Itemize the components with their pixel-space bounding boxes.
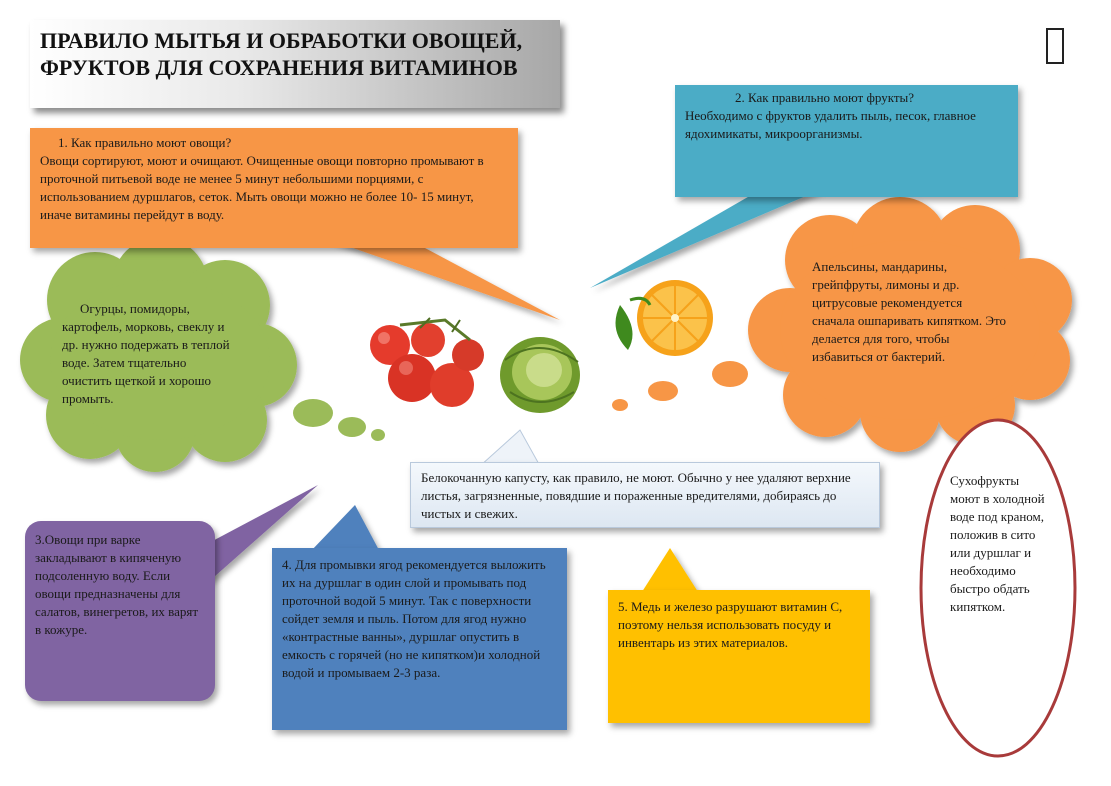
vegetables-body: Овощи сортируют, моют и очищают. Очищенные овощи повторно промывают в проточной питьевой воде не менее 5 минут небольшими порциями, с использованием дуршлагов, сеток. Мыть овощи можно не более 10- 15 минут, иначе витамины перейдут в воду. (40, 153, 484, 222)
orange-callout-tail (330, 240, 560, 320)
cooking-card (25, 521, 215, 701)
teal-callout-tail (590, 190, 820, 288)
metals-text: 5. Медь и железо разрушают витамин С, поэтому нельзя использовать посуду и инвентарь из этих материалов. (618, 599, 843, 650)
blue-callout-tail (310, 505, 380, 552)
metals-card (608, 590, 870, 723)
cooking-text: 3.Овощи при варке закладывают в кипяченую подсоленную воду. Если овощи предназначены для салатов, винегретов, их варят в кожуре. (35, 532, 199, 637)
fruits-body: Необходимо с фруктов удалить пыль, песок, главное ядохимикаты, микроорганизмы. (685, 108, 976, 141)
cabbage-image (500, 337, 580, 413)
missing-glyph-icon (1046, 28, 1064, 64)
orange-fruit-image (616, 280, 714, 356)
vegetables-washing-card (30, 128, 518, 248)
page-title: ПРАВИЛО МЫТЬЯ И ОБРАБОТКИ ОВОЩЕЙ, ФРУКТОВ ДЛЯ СОХРАНЕНИЯ ВИТАМИНОВ (40, 28, 523, 80)
green-thought-bubbles (293, 399, 385, 441)
cabbage-note-card (410, 462, 880, 528)
orange-thought-bubbles (612, 361, 748, 411)
fruits-heading: 2. Как правильно моют фрукты? (735, 90, 915, 105)
berries-text: 4. Для промывки ягод рекомендуется выложить их на дуршлаг в один слой и промывать под проточной водой 5 минут. Так с поверхности сойдет земля и пыль. Потом для ягод нужно «контрастные ванны», дуршлаг опустить в емкость с горячей (но не кипятком)и холодной водой и промываем 2-3 раза. (282, 557, 546, 680)
root-vegetables-note: Огурцы, помидоры, картофель, морковь, свеклу и др. нужно подержать в теплой воде. Затем тщательно очистить щеткой и хорошо промыть. (62, 301, 230, 406)
cabbage-note: Белокочанную капусту, как правило, не моют. Обычно у нее удаляют верхние листья, загрязненные, повядшие и пораженные вредителями, добираясь до чистых и свежих. (421, 470, 851, 521)
fruits-washing-card (675, 85, 1018, 197)
tomatoes-image (370, 318, 484, 407)
dried-fruits-text: Сухофрукты моют в холодной воде под краном, положив в сито или дуршлаг и необходимо быстро обдать кипятком. (950, 473, 1045, 614)
cabbage-callout-tail (480, 430, 540, 466)
vegetables-heading: 1. Как правильно моют овощи? (58, 135, 232, 150)
citrus-note: Апельсины, мандарины, грейпфруты, лимоны и др. цитрусовые рекомендуется сначала ошпаривать кипятком. Это делается для того, чтобы избавиться от бактерий. (812, 259, 1006, 364)
berries-card (272, 548, 567, 730)
yellow-callout-tail (640, 548, 700, 595)
